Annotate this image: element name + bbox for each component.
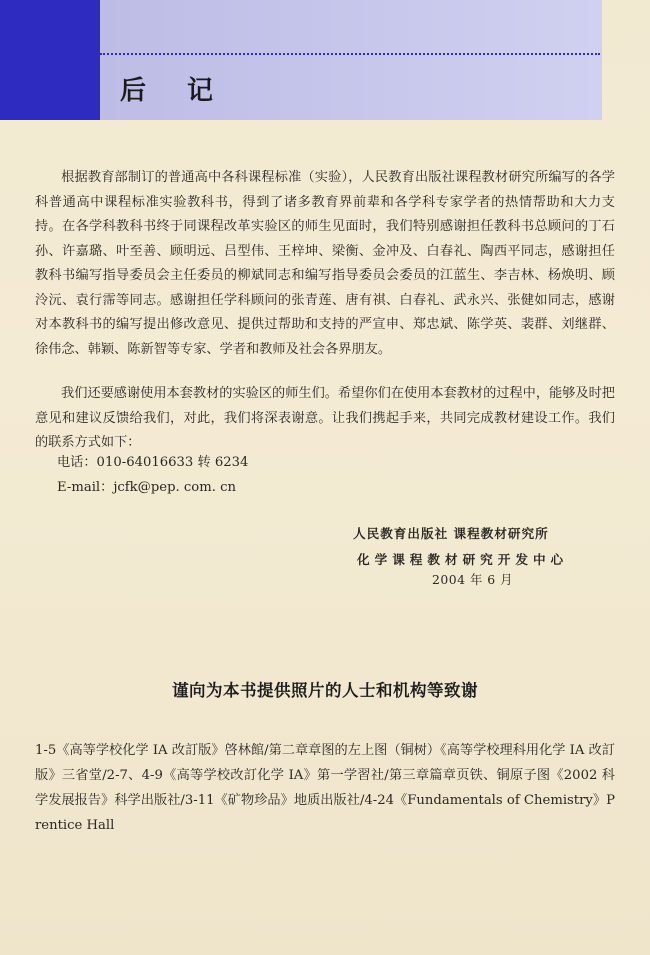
photo-credits-text <box>35 738 615 838</box>
acknowledgement-paragraph-1 <box>35 166 615 362</box>
contact-email: E-mail：jcfk@pep. com. cn <box>57 480 237 495</box>
signature-publisher: 人民教育出版社 课程教材研究所 <box>353 526 549 541</box>
header-color-block <box>0 0 100 120</box>
signature-date: 2004 年 6 月 <box>432 572 514 587</box>
photo-credits-body: 1-5《高等学校化学 IA 改訂版》啓林館/第二章章图的左上图（铜树）《高等学校理科用化学 IA 改訂版》三省堂/2-7、4-9《高等学校改訂化学 IA》第一学習社/第三章篇章页铁、铜原子图《2002 科学发展报告》科学出版社/3-11《矿物珍品》地质出版社/4-24《Fundamentals of Chemistry》Prentice Hall <box>35 743 615 833</box>
acknowledgement-paragraph-2 <box>35 382 615 456</box>
page-title: 后 记 <box>120 76 230 106</box>
contact-phone: 电话：010-64016633 转 6234 <box>57 455 249 470</box>
header-banner <box>0 0 602 120</box>
paragraph-2-text: 我们还要感谢使用本套教材的实验区的师生们。希望你们在使用本套教材的过程中，能够及时把意见和建议反馈给我们，对此，我们将深表谢意。让我们携起手来，共同完成教材建设工作。我们的联系方式如下： <box>35 386 615 450</box>
photo-credits-title: 谨向为本书提供照片的人士和机构等致谢 <box>172 681 478 700</box>
header-dotted-rule <box>100 53 600 55</box>
paragraph-1-text: 根据教育部制订的普通高中各科课程标准（实验），人民教育出版社课程教材研究所编写的各学科普通高中课程标准实验教科书，得到了诸多教育界前辈和各学科专家学者的热情帮助和大力支持。在各学科教科书终于同课程改革实验区的师生见面时，我们特别感谢担任教科书总顾问的丁石孙、许嘉璐、叶至善、顾明远、吕型伟、王梓坤、梁衡、金冲及、白春礼、陶西平同志，感谢担任教科书编写指导委员会主任委员的柳斌同志和编写指导委员会委员的江蓝生、李吉林、杨焕明、顾泠沅、袁行霈等同志。感谢担任学科顾问的张青莲、唐有祺、白春礼、武永兴、张健如同志，感谢对本教科书的编写提出修改意见、提供过帮助和支持的严宣申、郑忠斌、陈学英、裴群、刘继群、徐伟念、韩颖、陈新智等专家、学者和教师及社会各界朋友。 <box>35 170 615 357</box>
signature-center: 化学课程教材研究开发中心 <box>357 552 569 567</box>
